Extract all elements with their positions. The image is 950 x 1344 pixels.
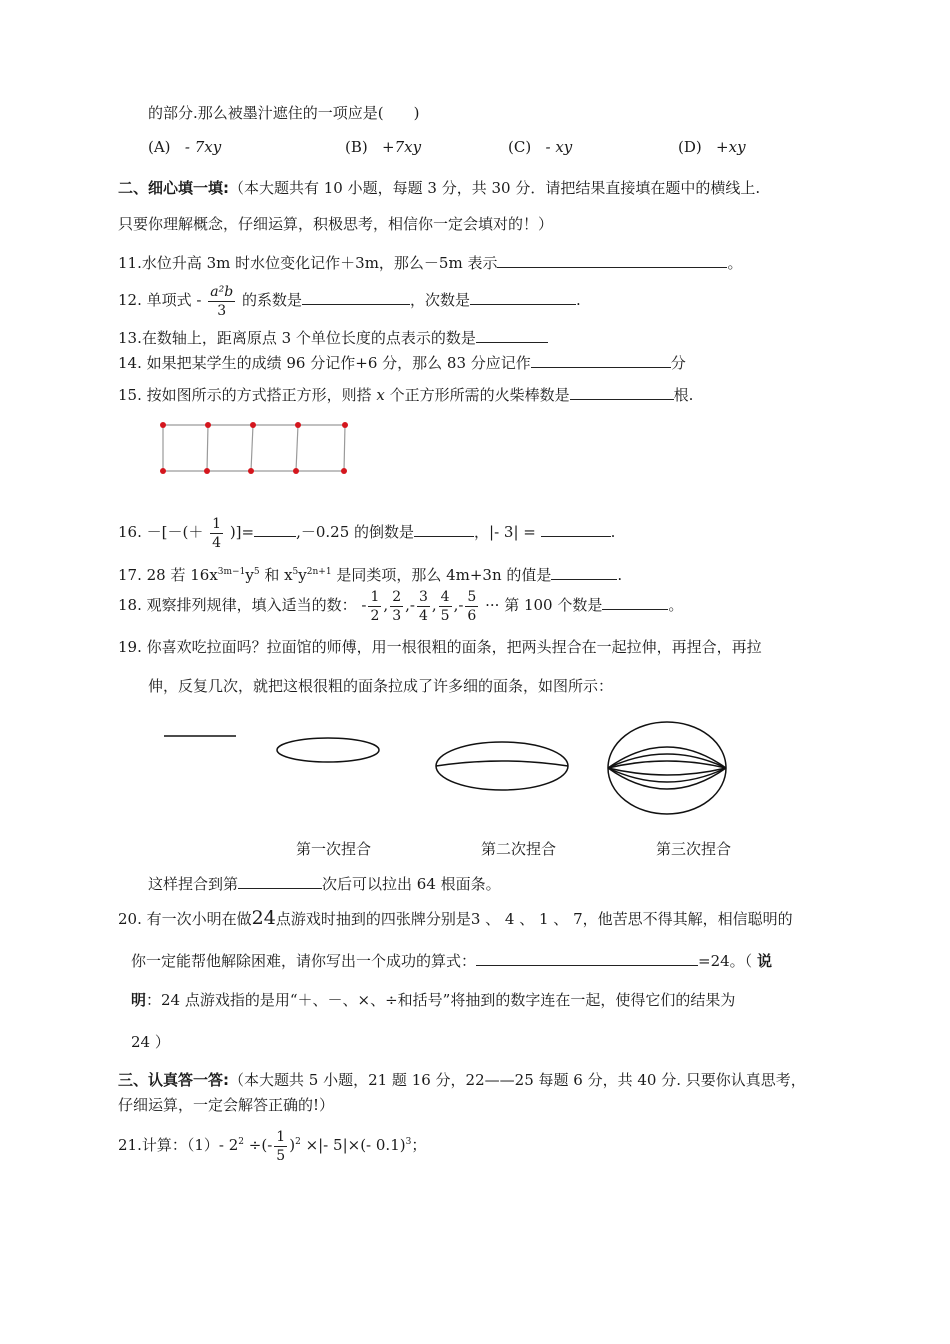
section3-title: 三、认真答一答: <box>118 1071 229 1089</box>
q10-option-b: (B) +7xy <box>345 138 422 156</box>
answer-blank[interactable] <box>470 289 576 305</box>
question-14: 14. 如果把某学生的成绩 96 分记作+6 分，那么 83 分应记作 分 <box>118 354 686 372</box>
question-16: 16. －[－(＋ $\frac{1}{4}$ )]= ,－0.25 的倒数是 ，|- 3| = . <box>118 515 616 551</box>
question-18: 18. 观察排列规律，填入适当的数： - $\frac{1}{2}$ , $\frac{2}{3}$ ,- $\frac{3}{4}$ , $\frac{4}{5}$ ,- $\frac{5}{6}$ ··· 第 100 个数是 。 <box>118 588 684 624</box>
question-11: 11.水位升高 3m 时水位变化记作＋3m，那么－5m 表示 。 <box>118 254 743 272</box>
answer-blank[interactable] <box>541 521 611 537</box>
q18-fraction: $\frac{5}{6}$ <box>467 588 477 624</box>
question-20-line4: 24 ） <box>131 1033 170 1051</box>
question-20-line1: 20. 有一次小明在做24点游戏时抽到的四张牌分别是3 、 4 、 1 、 7，他苦思不得其解，相信聪明的 <box>118 907 793 929</box>
section3-desc1: （本大题共 5 小题，21 题 16 分，22——25 每题 6 分，共 40 分. 只要你认真思考， <box>229 1071 806 1089</box>
matchstick-squares-figure <box>155 418 355 478</box>
answer-blank[interactable] <box>602 594 668 610</box>
answer-blank[interactable] <box>531 352 671 368</box>
section2-header <box>118 178 760 198</box>
question-19-ask: 这样捏合到第 次后可以拉出 64 根面条。 <box>148 875 501 893</box>
q18-fraction: $\frac{3}{4}$ <box>418 588 428 624</box>
question-15: 15. 按如图所示的方式搭正方形，则搭 x 个正方形所需的火柴棒数是 根. <box>118 386 694 404</box>
q12-fraction: $\frac{\text{a²b}}{3}$ <box>210 283 234 319</box>
section3-desc2: 仔细运算，一定会解答正确的!） <box>118 1096 335 1114</box>
question-21: 21.计算：（1）- $2^2$ ÷(- $\frac{1}{5}$ )$^2$ ×|- 5|×(- 0.1)$^3$； <box>118 1128 427 1164</box>
question-19-line2: 伸，反复几次，就把这根很粗的面条拉成了许多细的面条，如图所示： <box>148 677 614 695</box>
section3-header <box>118 1070 806 1090</box>
answer-blank[interactable] <box>414 521 474 537</box>
answer-blank[interactable] <box>551 564 617 580</box>
section2-title: 二、细心填一填: <box>118 179 229 197</box>
noodle-folding-figure <box>160 716 800 826</box>
section2-desc1: （本大题共有 10 小题，每题 3 分，共 30 分．请把结果直接填在题中的横线上. <box>229 179 761 197</box>
question-20-line3: 明：24 点游戏指的是用“＋、－、×、÷和括号”将抽到的数字连在一起，使得它们的结果为 <box>131 991 736 1009</box>
q18-fraction: $\frac{4}{5}$ <box>440 588 450 624</box>
q10-option-c: (C) - xy <box>508 138 573 156</box>
q16-fraction: $\frac{1}{4}$ <box>212 515 222 551</box>
q18-fraction: $\frac{2}{3}$ <box>392 588 402 624</box>
q10-option-d: (D) +xy <box>678 138 746 156</box>
q10-tail: 的部分.那么被墨汁遮住的一项应是( ) <box>148 104 420 122</box>
answer-blank[interactable] <box>238 873 322 889</box>
answer-blank[interactable] <box>570 384 674 400</box>
answer-blank[interactable] <box>497 252 727 268</box>
answer-blank[interactable] <box>302 289 410 305</box>
caption-first-fold: 第一次捏合 <box>296 840 372 858</box>
question-13: 13.在数轴上，距离原点 3 个单位长度的点表示的数是 <box>118 327 548 348</box>
q18-fraction: $\frac{1}{2}$ <box>370 588 380 624</box>
section2-desc2: 只要你理解概念，仔细运算，积极思考，相信你一定会填对的！） <box>118 215 554 233</box>
q10-option-a: (A) - 7xy <box>148 138 222 156</box>
answer-blank[interactable] <box>476 950 698 966</box>
answer-blank[interactable] <box>476 327 548 343</box>
question-12: 12. 单项式 - $\frac{\text{a²b}}{3}$ 的系数是 ，次数是 . <box>118 283 581 319</box>
question-20-line2: 你一定能帮他解除困难，请你写出一个成功的算式： =24。（ 说 <box>131 952 772 970</box>
question-17: 17. 28 若 $16x^{3m-1}y^5$ 和 $x^5y^{2n+1}$ 是同类项，那么 4m+3n 的值是 . <box>118 566 623 584</box>
answer-blank[interactable] <box>254 521 296 537</box>
question-19-line1: 19. 你喜欢吃拉面吗？拉面馆的师傅，用一根很粗的面条，把两头捏合在一起拉伸，再捏合，再拉 <box>118 638 762 656</box>
caption-second-fold: 第二次捏合 <box>481 840 557 858</box>
q21-fraction: $\frac{1}{5}$ <box>276 1128 286 1164</box>
caption-third-fold: 第三次捏合 <box>656 840 732 858</box>
